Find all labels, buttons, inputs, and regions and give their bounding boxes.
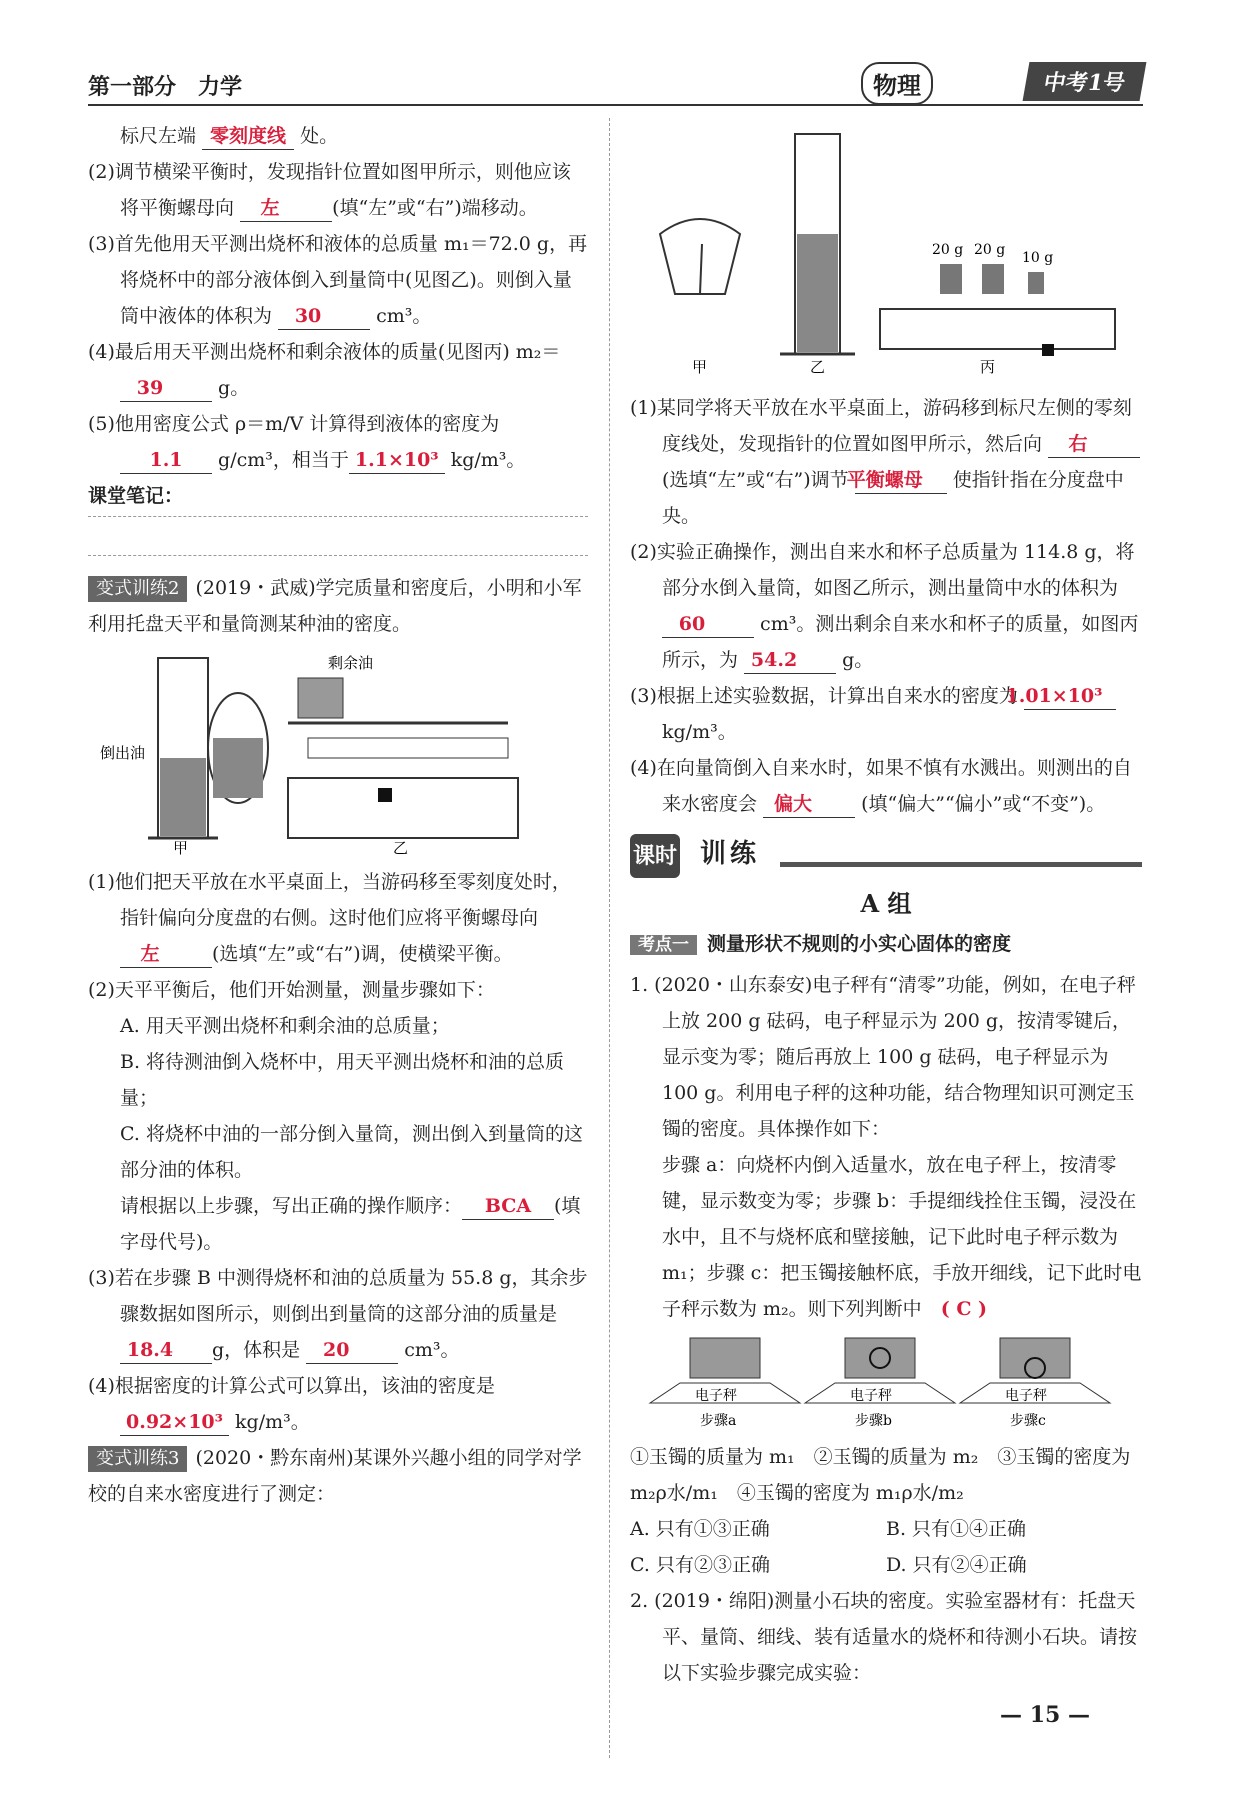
section-title: 第一部分 力学 <box>88 74 243 100</box>
scale-b: 电子秤 <box>850 1388 892 1404</box>
step-b-label: 步骤b <box>855 1413 892 1429</box>
fig-r-jia: 甲 <box>692 358 708 376</box>
left-b2: (2)天平平衡后，他们开始测量，测量步骤如下： <box>88 979 495 1001</box>
answer-screw: 平衡螺母 <box>855 467 947 494</box>
brand-badge: 中考1号 <box>1022 62 1146 101</box>
left-b4-ans: 0.92×10³ kg/m³。 <box>88 1404 588 1440</box>
notes-line: 课堂笔记： <box>88 478 588 517</box>
left-b1: (1)他们把天平放在水平桌面上，当游码移至零刻度处时，指针偏向分度盘的右侧。这时他们应将平衡螺母向 左 (选填“左”或“右”)调，使横梁平衡。 <box>88 864 588 972</box>
left-q3: (3)首先他用天平测出烧杯和液体的总质量 m₁＝72.0 g，再将烧杯中的部分液体倒入到量筒中(见图乙)。则倒入量筒中液体的体积为 30 cm³。 <box>88 226 588 334</box>
left-q5-ans: 1.1 g/cm³，相当于 1.1×10³ kg/m³。 <box>88 442 588 478</box>
left-column <box>88 118 588 1512</box>
figure-oil <box>88 648 588 858</box>
right-c3: (3)根据上述实验数据，计算出自来水的密度为 1.01×10³ kg/m³。 <box>630 678 1142 750</box>
left-q4: (4)最后用天平测出烧杯和剩余液体的质量(见图丙) m₂＝39 g。 <box>88 334 588 406</box>
step-b: B. 将待测油倒入烧杯中，用天平测出烧杯和油的总质量； <box>120 1051 565 1109</box>
answer-30: 30 <box>278 303 370 330</box>
banner-title: 训练 <box>700 839 761 869</box>
option-b[interactable]: B. 只有①④正确 <box>886 1518 1027 1540</box>
right-c2: (2)实验正确操作，测出自来水和杯子总质量为 114.8 g，将部分水倒入量筒，如图乙所示，测出量筒中水的体积为 60 cm³。测出剩余自来水和杯子的质量，如图丙所示，为 54.2 g。 <box>630 534 1142 678</box>
step-a-label: 步骤a <box>700 1413 737 1429</box>
left-b3: (3)若在步骤 B 中测得烧杯和油的总质量为 55.8 g，其余步骤数据如图所示，则倒出到量筒的这部分油的质量是 18.4 g，体积是 20 cm³。 <box>88 1260 588 1368</box>
fig-pour-label: 倒出油 <box>100 744 146 762</box>
notes-line-2 <box>88 517 588 556</box>
figure-water <box>630 124 1142 384</box>
order-line: 请根据以上步骤，写出正确的操作顺序： BCA (填字母代号)。 <box>120 1195 581 1253</box>
question-1: 1. (2020・山东泰安)电子秤有“清零”功能，例如，在电子秤上放 200 g 砝码，电子秤显示为 200 g，按清零键后，显示变为零；随后再放上 100 g 砝码，电子秤显示为 100 g。利用电子秤的这种功能，结合物理知识可测定玉镯的密度。具体操作如下： <box>630 974 1136 1140</box>
left-q5: (5)他用密度公式 ρ＝m/V 计算得到液体的密度为 <box>88 413 500 435</box>
fig-jia-label: 甲 <box>173 839 189 857</box>
answer-0-92: 0.92×10³ <box>120 1409 229 1436</box>
scale-a: 电子秤 <box>695 1388 737 1404</box>
answer-60: 60 <box>662 611 754 638</box>
fig-r-yi: 乙 <box>810 358 826 376</box>
left-line1: 标尺左端 零刻度线 处。 <box>88 118 588 154</box>
left-b4: (4)根据密度的计算公式可以算出，该油的密度是 <box>88 1375 495 1397</box>
group-label: A 组 <box>860 889 912 918</box>
left-q2: (2)调节横梁平衡时，发现指针位置如图甲所示，则他应该将平衡螺母向 左 (填“左”或“右”)端移动。 <box>88 154 588 226</box>
answer-left: 左 <box>240 195 332 222</box>
answer-big: 偏大 <box>763 791 855 818</box>
step-a: A. 用天平测出烧杯和剩余油的总质量； <box>120 1015 450 1037</box>
page-header <box>88 62 1143 106</box>
right-c4: (4)在向量筒倒入自来水时，如果不慎有水溅出。则测出的自来水密度会 偏大 (填“偏大”“偏小”或“不变”)。 <box>630 750 1142 822</box>
option-d[interactable]: D. 只有②④正确 <box>886 1554 1027 1576</box>
knowledge-point: 考点一 测量形状不规则的小实心固体的密度 <box>630 926 1142 963</box>
answer-54-2: 54.2 <box>744 647 836 674</box>
answer-1-1e3: 1.1×10³ <box>349 447 445 474</box>
fig-r-bing: 丙 <box>980 358 996 376</box>
answer-20: 20 <box>306 1337 398 1364</box>
scale-c: 电子秤 <box>1005 1388 1047 1404</box>
question-1-steps: 步骤 a：向烧杯内倒入适量水，放在电子秤上，按清零键，显示数变为零；步骤 b：手提细线拴住玉镯，浸没在水中，且不与烧杯底和壁接触，记下此时电子秤示数为 m₁；步骤 c：把玉镯接触杯底，手放开细线，记下此时电子秤示数为 m₂。则下列判断中 ( C ) <box>662 1154 1142 1320</box>
weight-10: 10 g <box>1022 250 1054 266</box>
fig-yi-label: 乙 <box>393 839 409 857</box>
right-column <box>630 118 1142 1691</box>
kp-tag: 考点一 <box>630 935 697 955</box>
answer-b1: 左 <box>120 941 212 968</box>
answer-1-01: 1.01×10³ <box>1024 683 1116 710</box>
question-2: 2. (2019・绵阳)测量小石块的密度。实验室器材有：托盘天平、量筒、细线、装有适量水的烧杯和待测小石块。请按以下实验步骤完成实验： <box>630 1590 1138 1684</box>
answer-right: 右 <box>1048 431 1140 458</box>
weight-20b: 20 g <box>974 242 1006 258</box>
column-divider <box>609 118 610 1758</box>
statements: ①玉镯的质量为 m₁ ②玉镯的质量为 m₂ ③玉镯的密度为 m₂ρ水/m₁ ④玉镯的密度为 m₁ρ水/m₂ <box>630 1446 1131 1504</box>
banner-line <box>780 862 1142 867</box>
banner-icon: 课时 <box>630 834 680 878</box>
answer-zero: 零刻度线 <box>202 123 294 150</box>
lesson-banner <box>630 828 1142 884</box>
subject-badge: 物理 <box>861 62 933 105</box>
variant2-tag: 变式训练2 <box>88 576 187 602</box>
answer-q1: C <box>956 1298 972 1320</box>
answer-18-4: 18.4 <box>120 1337 212 1364</box>
right-c1: (1)某同学将天平放在水平桌面上，游码移到标尺左侧的零刻度线处，发现指针的位置如图甲所示，然后向 右(选填“左”或“右”)调节 平衡螺母 使指针指在分度盘中央。 <box>630 390 1142 534</box>
answer-1-1: 1.1 <box>120 447 212 474</box>
variant3-tag: 变式训练3 <box>88 1446 187 1472</box>
step-c: C. 将烧杯中油的一部分倒入量筒，测出倒入到量筒的这部分油的体积。 <box>120 1123 583 1181</box>
options <box>630 1511 1142 1583</box>
variant3: 变式训练3 (2020・黔东南州)某课外兴趣小组的同学对学校的自来水密度进行了测定： <box>88 1447 582 1505</box>
weight-20a: 20 g <box>932 242 964 258</box>
figure-scales <box>630 1333 1142 1433</box>
fig-oil-label: 剩余油 <box>328 654 374 672</box>
option-c[interactable]: C. 只有②③正确 <box>630 1554 770 1576</box>
variant2: 变式训练2 (2019・武威)学完质量和密度后，小明和小军利用托盘天平和量筒测某种油的密度。 <box>88 577 582 635</box>
answer-39: 39 <box>120 375 212 402</box>
answer-order: BCA <box>462 1193 554 1220</box>
page-number: — 15 — <box>1000 1702 1090 1728</box>
option-a[interactable]: A. 只有①③正确 <box>630 1518 770 1540</box>
step-c-label: 步骤c <box>1010 1413 1046 1429</box>
